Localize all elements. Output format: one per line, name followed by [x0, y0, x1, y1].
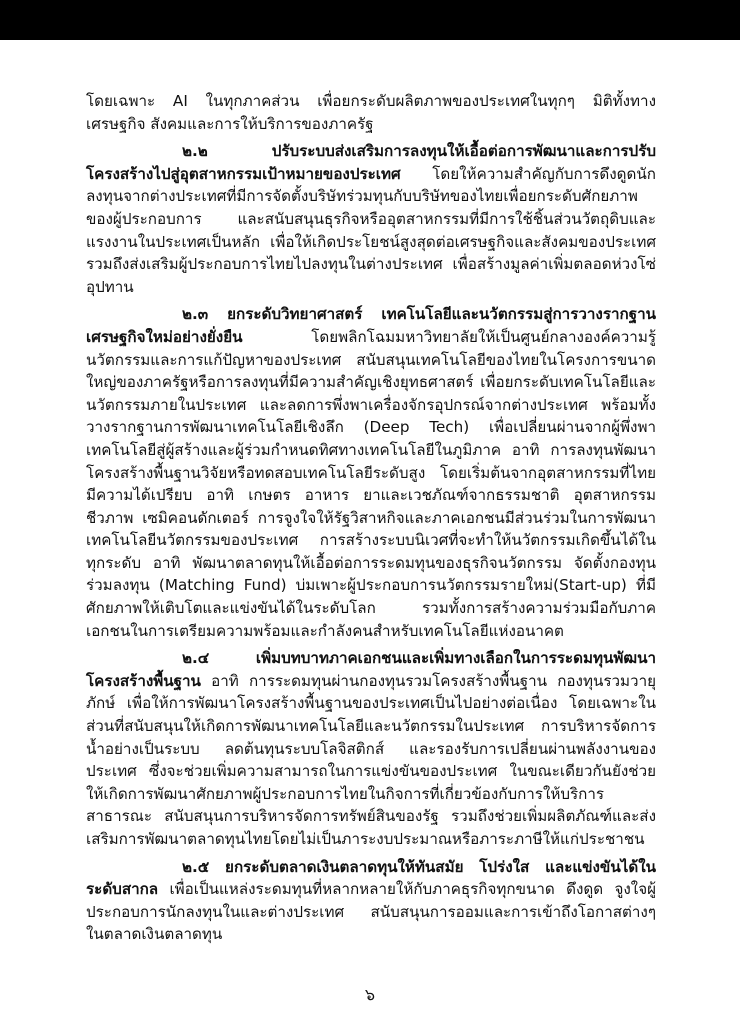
section-2-5	[86, 856, 656, 946]
section-2-2	[86, 140, 656, 298]
section-2-4	[86, 647, 656, 850]
section-2-3-heading: ๒.๓ ยกระดับวิทยาศาสตร์ เทคโนโลยีและนวัตกรรมสู่การวางรากฐานเศรษฐกิจใหม่อย่างยั่งยืน	[86, 305, 656, 346]
section-2-3-body: โดยพลิกโฉมมหาวิทยาลัยให้เป็นศูนย์กลางองค์ความรู้ นวัตกรรมและการแก้ปัญหาของประเทศ สนับสนุนเทคโนโลยีของไทยในโครงการขนาดใหญ่ของภาครัฐหรือการลงทุนที่มีความสำคัญเชิงยุทธศาสตร์ เพื่อยกระดับเทคโนโลยีและนวัตกรรมภายในประเทศ และลดการพึ่งพาเครื่องจักรอุปกรณ์จากต่างประเทศ พร้อมทั้งวางรากฐานการพัฒนาเทคโนโลยีเชิงลึก (Deep Tech) เพื่อเปลี่ยนผ่านจากผู้พึ่งพาเทคโนโลยีสู่ผู้สร้างและผู้ร่วมกำหนดทิศทางเทคโนโลยีในภูมิภาค อาทิ การลงทุนพัฒนาโครงสร้างพื้นฐานวิจัยหรือทดสอบเทคโนโลยีระดับสูง โดยเริ่มต้นจากอุตสาหกรรมที่ไทยมีความได้เปรียบ อาทิ เกษตร อาหาร ยาและเวชภัณฑ์จากธรรมชาติ อุตสาหกรรมชีวภาพ เซมิคอนดักเตอร์ การจูงใจให้รัฐวิสาหกิจและภาคเอกชนมีส่วนร่วมในการพัฒนาเทคโนโลยีนวัตกรรมของประเทศ การสร้างระบบนิเวศที่จะทำให้นวัตกรรมเกิดขึ้นได้ในทุกระดับ อาทิ พัฒนาตลาดทุนให้เอื้อต่อการระดมทุนของธุรกิจนวัตกรรม จัดตั้งกองทุนร่วมลงทุน (Matching Fund) บ่มเพาะผู้ประกอบการนวัตกรรมรายใหม่(Start-up) ที่มีศักยภาพให้เติบโตและแข่งขันได้ในระดับโลก รวมทั้งการสร้างความร่วมมือกับภาคเอกชนในการเตรียมความพร้อมและกำลังคนสำหรับเทคโนโลยีแห่งอนาคต	[86, 327, 656, 640]
section-2-4-body: อาทิ การระดมทุนผ่านกองทุนรวมโครงสร้างพื้นฐาน กองทุนรวมวายุภักษ์ เพื่อให้การพัฒนาโครงสร้างพื้นฐานของประเทศเป็นไปอย่างต่อเนื่อง โดยเฉพาะในส่วนที่สนับสนุนให้เกิดการพัฒนาเทคโนโลยีและนวัตกรรมในประเทศ การบริหารจัดการน้ำอย่างเป็นระบบ ลดต้นทุนระบบโลจิสติกส์ และรองรับการเปลี่ยนผ่านพลังงานของประเทศ ซึ่งจะช่วยเพิ่มความสามารถในการแข่งขันของประเทศ ในขณะเดียวกันยังช่วยให้เกิดการพัฒนาศักยภาพผู้ประกอบการไทยในกิจการที่เกี่ยวข้องกับการให้บริการสาธารณะ สนับสนุนการบริหารจัดการทรัพย์สินของรัฐ รวมถึงช่วยเพิ่มผลิตภัณฑ์และส่งเสริมการพัฒนาตลาดทุนไทยโดยไม่เป็นภาระงบประมาณหรือภาระภาษีให้แก่ประชาชน	[86, 671, 656, 848]
section-2-5-heading: ๒.๕ ยกระดับตลาดเงินตลาดทุนให้ทันสมัย โปร่งใส และแข่งขันได้ในระดับสากล	[86, 857, 656, 899]
section-2-2-body: โดยให้ความสำคัญกับการดึงดูดนักลงทุนจากต่างประเทศที่มีการจัดตั้งบริษัทร่วมทุนกับบริษัทของไทยเพื่อยกระดับศักยภาพของผู้ประกอบการ และสนับสนุนธุรกิจหรืออุตสาหกรรมที่มีการใช้ชิ้นส่วนวัตถุดิบและแรงงานในประเทศเป็นหลัก เพื่อให้เกิดประโยชน์สูงสุดต่อเศรษฐกิจและสังคมของประเทศ รวมถึงส่งเสริมผู้ประกอบการไทยไปลงทุนในต่างประเทศ เพื่อสร้างมูลค่าเพิ่มตลอดห่วงโซ่อุปทาน	[86, 164, 656, 296]
section-2-5-body: เพื่อเป็นแหล่งระดมทุนที่หลากหลายให้กับภาคธุรกิจทุกขนาด ดึงดูด จูงใจผู้ประกอบการนักลงทุนในและต่างประเทศ สนับสนุนการออมและการเข้าถึงโอกาสต่างๆ ในตลาดเงินตลาดทุน	[86, 880, 656, 944]
intro-paragraph: โดยเฉพาะ AI ในทุกภาคส่วน เพื่อยกระดับผลิตภาพของประเทศในทุกๆ มิติทั้งทางเศรษฐกิจ สังคมและการให้บริการของภาครัฐ	[86, 92, 656, 133]
section-2-3	[86, 303, 656, 642]
document-page	[0, 40, 740, 1024]
page-number: ๖	[364, 985, 376, 1004]
section-2-4-heading: ๒.๔ เพิ่มบทบาทภาคเอกชนและเพิ่มทางเลือกในการระดมทุนพัฒนาโครงสร้างพื้นฐาน	[86, 649, 656, 690]
section-2-2-heading: ๒.๒ ปรับระบบส่งเสริมการลงทุนให้เอื้อต่อการพัฒนาและการปรับโครงสร้างไปสู่อุตสาหกรรมเป้าหมายของประเทศ	[86, 142, 656, 183]
body-text	[86, 90, 656, 946]
